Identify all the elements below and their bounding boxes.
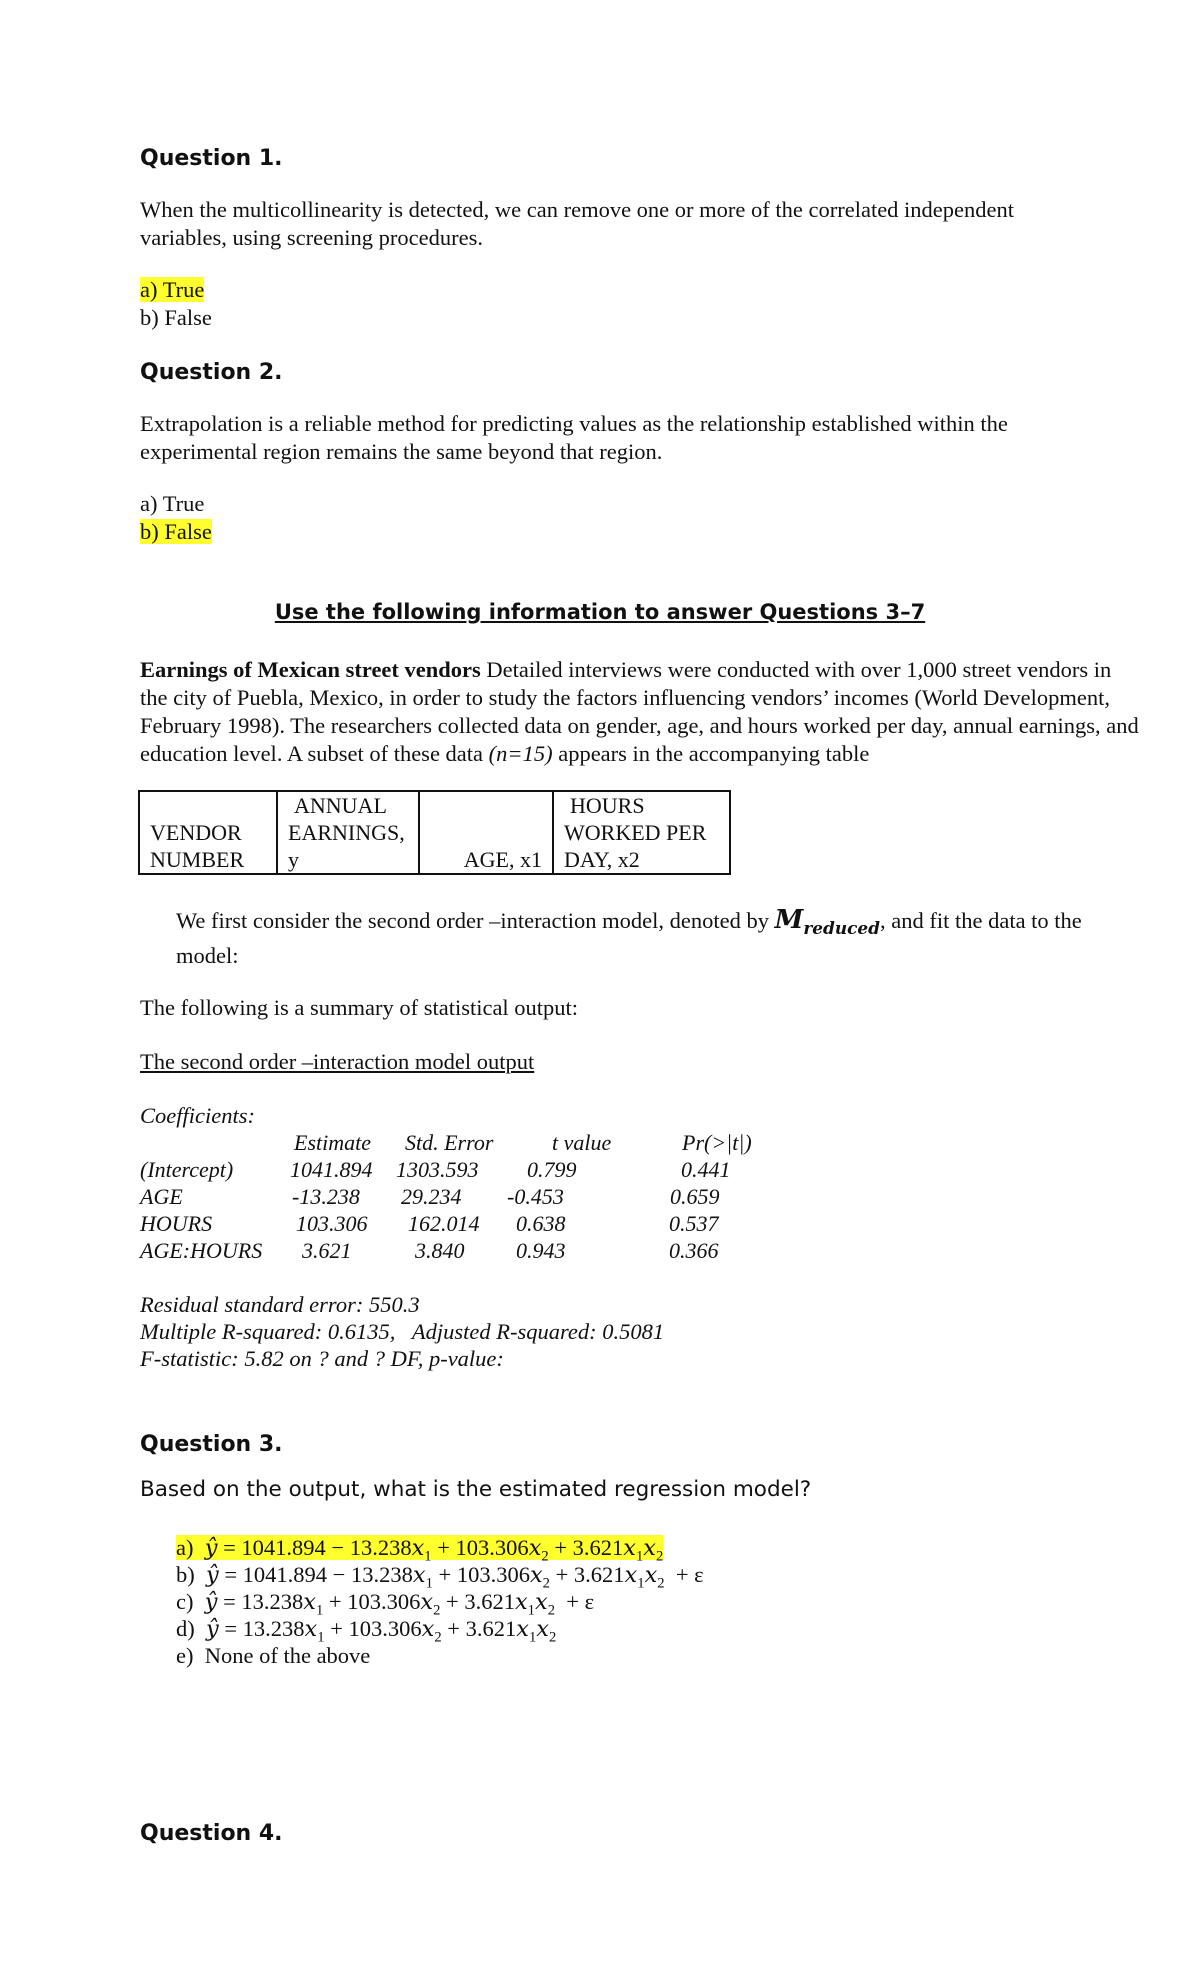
summary-label: The following is a summary of statistical output: (140, 995, 579, 1020)
table-row: (Intercept) 1041.894 1303.593 0.799 0.441 (140, 1157, 731, 1182)
col-estimate: Estimate (294, 1130, 371, 1155)
table-row: HOURS 103.306 162.014 0.638 0.537 (140, 1211, 719, 1236)
highlighted-answer: a) ŷ = $1041.894 - 13.238x_1 + 103.306x_2 + 3.621x_1x_2$ (176, 1535, 664, 1565)
f-statistic-line: F-statistic: 5.82 on ? and ? DF, p-value: (140, 1346, 504, 1371)
question-3-text: Based on the output, what is the estimated regression model? (140, 1477, 812, 1502)
highlighted-answer: b) False (140, 519, 212, 544)
model-symbol: $M_{reduced}$ (774, 905, 880, 939)
question-3-option-b: b) ŷ = $1041.894 - 13.238x_1 + 103.306x_2 + 3.621x_1x_2 + \varepsilon$ (176, 1562, 704, 1592)
question-1-heading: Question 1. (140, 146, 283, 171)
question-3-option-d: d) ŷ = $13.238x_1 + 103.306x_2 + 3.621x_1x_2$ (176, 1616, 557, 1646)
model-intro-text-after: , and fit the data to the model: (176, 908, 1082, 969)
question-1-text: When the multicollinearity is detected, we can remove one or more of the correlated independent variables, using screening procedures. (140, 197, 1015, 250)
coefficients-label: Coefficients: (140, 1103, 255, 1128)
question-3-option-c: c) ŷ = $13.238x_1 + 103.306x_2 + 3.621x_1x_2 + \varepsilon$ (176, 1589, 595, 1619)
header-vendor-number: VENDOR NUMBER (139, 791, 277, 874)
question-2-option-a: a) True (140, 491, 205, 516)
question-1-option-a (140, 276, 204, 304)
model-intro-text-before: We first consider the second order –interaction model, denoted by (176, 908, 775, 933)
intro-text-1: Detailed interviews were conducted with over 1,000 street vendors in the city of Puebla, Mexico, in order to study the factors influencing vendors’ incomes (World Development, February 1998). The researchers collected data on gender, age, and hours worked per day, annual earnings, and education level. A subset of these data (140, 657, 1139, 766)
intro-sample-size: (n=15) (488, 741, 553, 766)
section-heading: Use the following information to answer Questions 3–7 (274, 600, 926, 624)
col-t-value: t value (552, 1130, 612, 1155)
question-3-heading: Question 3. (140, 1432, 283, 1457)
intro-paragraph (140, 656, 1140, 768)
question-2-text: Extrapolation is a reliable method for predicting values as the relationship established within the experimental region remains the same beyond that region. (140, 411, 1008, 464)
model-intro (176, 906, 1106, 970)
residual-standard-error: Residual standard error: 550.3 (140, 1292, 420, 1317)
question-3-option-e: e) None of the above (176, 1643, 371, 1668)
question-4-heading: Question 4. (140, 1821, 283, 1846)
intro-text-2: appears in the accompanying table (552, 741, 870, 766)
question-2-option-b (140, 518, 212, 546)
header-hours-worked: HOURS WORKED PER DAY, x2 (553, 791, 730, 874)
col-p-value: Pr(>|t|) (682, 1130, 752, 1155)
header-age: AGE, x1 (419, 791, 553, 874)
table-header-row (139, 791, 730, 874)
highlighted-answer: a) True (140, 277, 205, 302)
intro-bold-lead: Earnings of Mexican street vendors (140, 657, 481, 682)
output-title: The second order –interaction model output (140, 1049, 535, 1074)
question-2-heading: Question 2. (140, 360, 283, 385)
coefficients-header-row (0, 1130, 1200, 1158)
r-squared-line: Multiple R-squared: 0.6135, Adjusted R-squared: 0.5081 (140, 1319, 665, 1344)
vendor-data-table (138, 790, 731, 875)
header-annual-earnings: ANNUAL EARNINGS, y (277, 791, 419, 874)
col-std-error: Std. Error (405, 1130, 494, 1155)
table-row: AGE -13.238 29.234 -0.453 0.659 (140, 1184, 720, 1209)
table-row: AGE:HOURS 3.621 3.840 0.943 0.366 (140, 1238, 719, 1263)
question-1-option-b: b) False (140, 305, 212, 330)
